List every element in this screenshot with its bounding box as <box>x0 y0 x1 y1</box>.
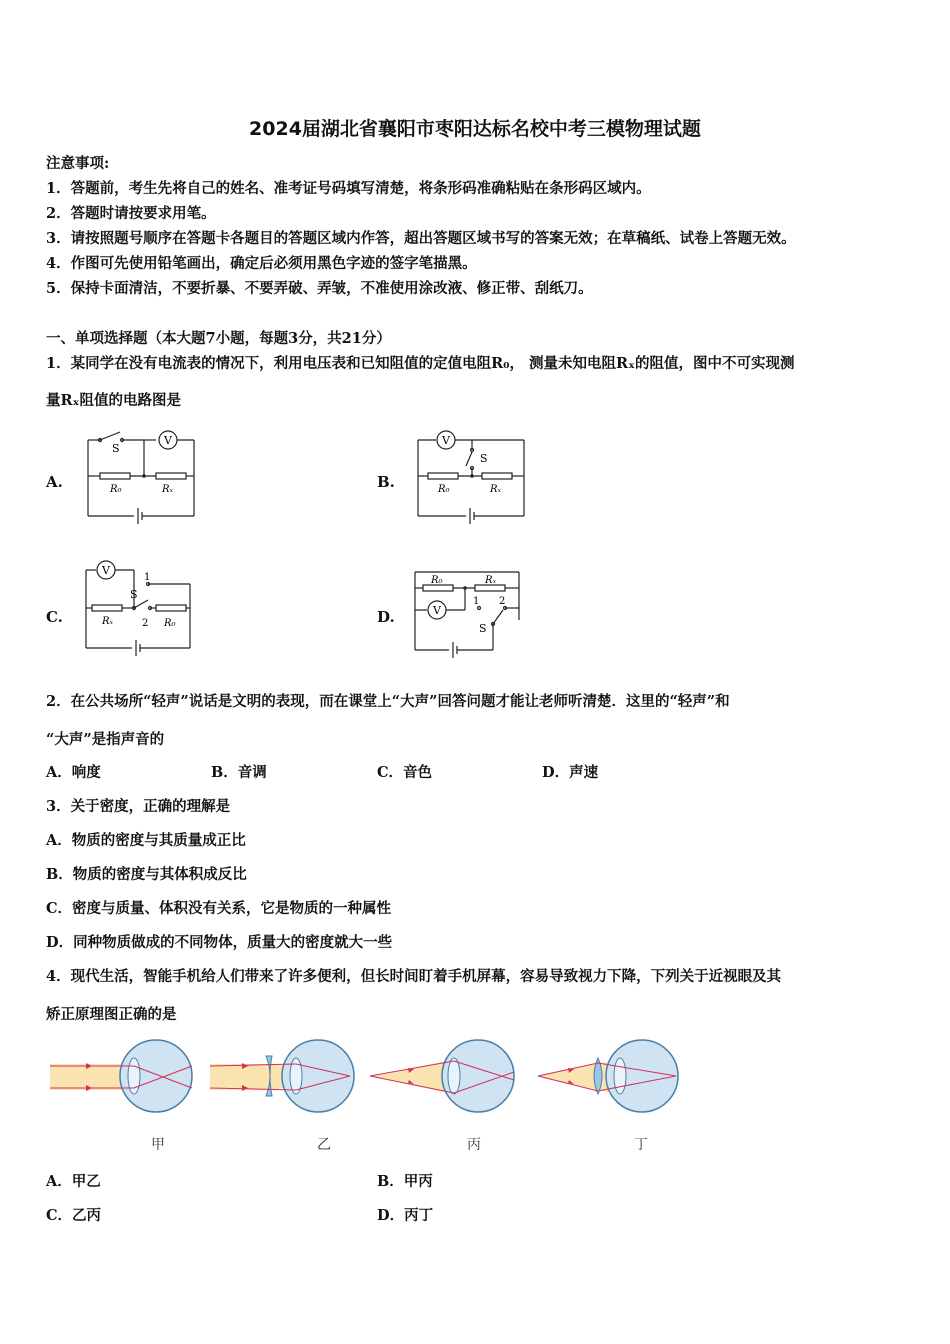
notice-item: 3．请按照题号顺序在答题卡各题目的答题区域内作答，超出答题区域书写的答案无效；在草稿纸、试卷上答题无效。 <box>46 230 796 247</box>
q1-stem-line1: 1．某同学在没有电流表的情况下，利用电压表和已知阻值的定值电阻R₀， 测量未知电阻Rₓ的阻值，图中不可实现测 <box>46 355 795 372</box>
eye-caption-jia: 甲 <box>151 1137 165 1153</box>
circuit-label: V <box>442 434 450 447</box>
notice-heading: 注意事项: <box>46 155 110 172</box>
q1-stem-line2: 量Rₓ阻值的电路图是 <box>46 392 181 409</box>
eye-diagram-bing <box>368 1036 528 1116</box>
q4-option-a: A．甲乙 <box>46 1173 101 1190</box>
section-heading: 一、单项选择题（本大题7小题，每题3分，共21分） <box>46 330 391 347</box>
q4-option-c: C．乙丙 <box>46 1207 102 1224</box>
notice-item: 4．作图可先使用铅笔画出，确定后必须用黑色字迹的签字笔描黑。 <box>46 255 477 272</box>
page-title: 2024届湖北省襄阳市枣阳达标名校中考三模物理试题 <box>249 118 701 140</box>
circuit-label: S <box>479 622 487 635</box>
q3-option-a: A．物质的密度与其质量成正比 <box>46 832 246 849</box>
notice-item: 1．答题前，考生先将自己的姓名、准考证号码填写清楚，将条形码准确粘贴在条形码区域内。 <box>46 180 651 197</box>
option-a-label: A. <box>46 473 63 491</box>
circuit-d-diagram <box>413 568 525 662</box>
circuit-label: S <box>112 442 120 455</box>
option-c-label: C. <box>46 608 63 626</box>
circuit-label: R₀ <box>431 575 443 586</box>
circuit-b-diagram <box>416 428 528 526</box>
q3-option-c: C．密度与质量、体积没有关系，它是物质的一种属性 <box>46 900 392 917</box>
q4-stem-line1: 4．现代生活，智能手机给人们带来了许多便利，但长时间盯着手机屏幕，容易导致视力下降，下列关于近视眼及其 <box>46 968 782 985</box>
q4-stem-line2: 矫正原理图正确的是 <box>46 1006 177 1023</box>
circuit-label: Rₓ <box>162 484 174 495</box>
option-d-label: D. <box>377 608 395 626</box>
q2-stem-line2: “大声”是指声音的 <box>46 731 165 748</box>
circuit-label: 1 <box>144 572 151 583</box>
q2-option-b: B．音调 <box>211 764 267 781</box>
eye-caption-bing: 丙 <box>467 1137 481 1153</box>
q4-option-b: B．甲丙 <box>377 1173 433 1190</box>
circuit-label: V <box>164 434 172 447</box>
circuit-label: S <box>130 588 138 601</box>
circuit-label: V <box>102 564 110 577</box>
circuit-label: R₀ <box>438 484 450 495</box>
circuit-c-diagram <box>84 558 196 658</box>
option-b-label: B. <box>377 473 395 491</box>
notice-item: 2．答题时请按要求用笔。 <box>46 205 216 222</box>
circuit-a-diagram <box>86 428 198 526</box>
eye-diagram-ding <box>536 1036 696 1116</box>
q3-option-d: D．同种物质做成的不同物体，质量大的密度就大一些 <box>46 934 393 951</box>
eye-diagram-yi <box>206 1036 366 1116</box>
circuit-label: Rₓ <box>490 484 502 495</box>
circuit-label: 1 <box>473 596 480 607</box>
q3-stem: 3．关于密度，正确的理解是 <box>46 798 231 815</box>
q2-option-a: A．响度 <box>46 764 101 781</box>
circuit-label: Rₓ <box>485 575 497 586</box>
circuit-label: R₀ <box>110 484 122 495</box>
circuit-label: V <box>433 604 441 617</box>
circuit-label: S <box>480 452 488 465</box>
circuit-label: Rₓ <box>102 616 114 627</box>
notice-item: 5．保持卡面清洁，不要折暴、不要弄破、弄皱，不准使用涂改液、修正带、刮纸刀。 <box>46 280 593 297</box>
q2-option-d: D．声速 <box>542 764 599 781</box>
eye-caption-ding: 丁 <box>634 1137 648 1153</box>
q2-stem-line1: 2．在公共场所“轻声”说话是文明的表现，而在课堂上“大声”回答问题才能让老师听清楚．这里的“轻声”和 <box>46 693 730 710</box>
q4-option-d: D．丙丁 <box>377 1207 434 1224</box>
circuit-label: R₀ <box>164 618 176 629</box>
eye-caption-yi: 乙 <box>317 1137 331 1153</box>
eye-diagram-jia <box>46 1036 206 1116</box>
q2-option-c: C．音色 <box>377 764 433 781</box>
circuit-label: 2 <box>499 596 506 607</box>
q3-option-b: B．物质的密度与其体积成反比 <box>46 866 247 883</box>
circuit-label: 2 <box>142 618 149 629</box>
